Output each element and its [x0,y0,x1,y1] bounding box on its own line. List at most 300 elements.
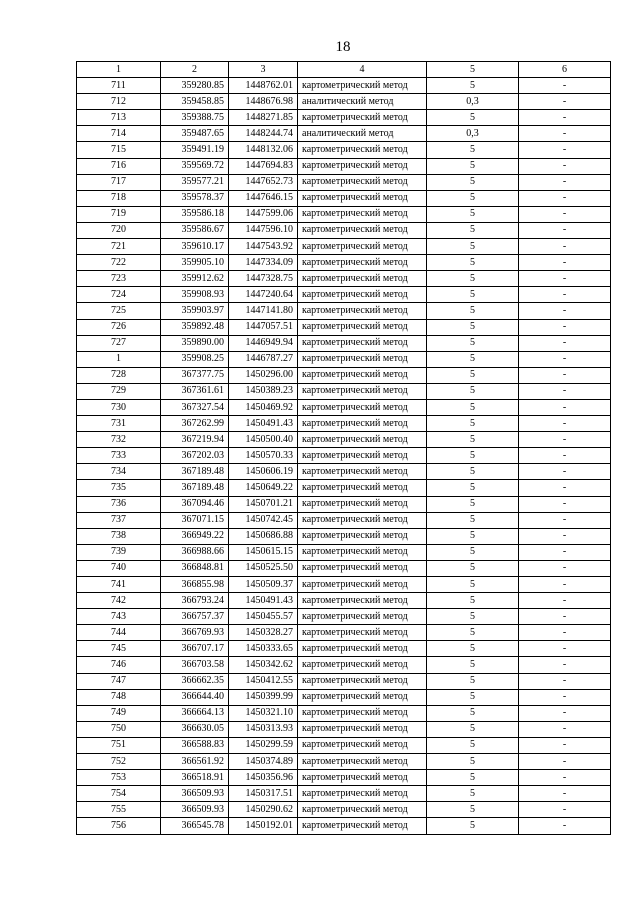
accuracy-cell: 5 [427,351,519,367]
point-number-cell: 753 [77,770,161,786]
note-cell: - [519,673,611,689]
accuracy-cell: 0,3 [427,126,519,142]
x-coordinate-cell: 366988.66 [161,544,229,560]
note-cell: - [519,367,611,383]
point-number-cell: 750 [77,721,161,737]
table-row [77,94,611,110]
method-cell: картометрический метод [298,303,427,319]
method-cell: картометрический метод [298,367,427,383]
x-coordinate-cell: 359890.00 [161,335,229,351]
table-row [77,802,611,818]
y-coordinate-cell: 1450313.93 [229,721,298,737]
accuracy-cell: 5 [427,705,519,721]
note-cell: - [519,818,611,834]
table-row [77,560,611,576]
point-number-cell: 746 [77,657,161,673]
x-coordinate-cell: 367189.48 [161,464,229,480]
point-number-cell: 719 [77,206,161,222]
header-cell: 5 [427,62,519,78]
accuracy-cell: 5 [427,544,519,560]
note-cell: - [519,577,611,593]
method-cell: картометрический метод [298,222,427,238]
note-cell: - [519,303,611,319]
y-coordinate-cell: 1447057.51 [229,319,298,335]
note-cell: - [519,657,611,673]
x-coordinate-cell: 359610.17 [161,239,229,255]
note-cell: - [519,174,611,190]
method-cell: картометрический метод [298,78,427,94]
method-cell: картометрический метод [298,802,427,818]
point-number-cell: 715 [77,142,161,158]
point-number-cell: 718 [77,190,161,206]
table-row [77,319,611,335]
note-cell: - [519,239,611,255]
accuracy-cell: 5 [427,577,519,593]
x-coordinate-cell: 359586.67 [161,222,229,238]
y-coordinate-cell: 1448244.74 [229,126,298,142]
point-number-cell: 747 [77,673,161,689]
accuracy-cell: 5 [427,560,519,576]
y-coordinate-cell: 1450192.01 [229,818,298,834]
y-coordinate-cell: 1450342.62 [229,657,298,673]
table-row [77,190,611,206]
y-coordinate-cell: 1450500.40 [229,432,298,448]
note-cell: - [519,222,611,238]
y-coordinate-cell: 1450491.43 [229,593,298,609]
y-coordinate-cell: 1446949.94 [229,335,298,351]
method-cell: картометрический метод [298,206,427,222]
point-number-cell: 756 [77,818,161,834]
header-cell: 1 [77,62,161,78]
table-row [77,271,611,287]
note-cell: - [519,786,611,802]
x-coordinate-cell: 359578.37 [161,190,229,206]
table-row [77,335,611,351]
point-number-cell: 730 [77,399,161,415]
y-coordinate-cell: 1450469.92 [229,399,298,415]
y-coordinate-cell: 1447652.73 [229,174,298,190]
method-cell: картометрический метод [298,721,427,737]
point-number-cell: 717 [77,174,161,190]
table-row [77,416,611,432]
table-row [77,528,611,544]
x-coordinate-cell: 366509.93 [161,802,229,818]
table-row [77,544,611,560]
method-cell: картометрический метод [298,480,427,496]
y-coordinate-cell: 1450615.15 [229,544,298,560]
y-coordinate-cell: 1450570.33 [229,448,298,464]
y-coordinate-cell: 1450296.00 [229,367,298,383]
note-cell: - [519,512,611,528]
table-row [77,512,611,528]
point-number-cell: 738 [77,528,161,544]
x-coordinate-cell: 359903.97 [161,303,229,319]
accuracy-cell: 5 [427,464,519,480]
x-coordinate-cell: 366757.37 [161,609,229,625]
table-row [77,480,611,496]
y-coordinate-cell: 1447328.75 [229,271,298,287]
point-number-cell: 751 [77,737,161,753]
accuracy-cell: 5 [427,641,519,657]
method-cell: картометрический метод [298,271,427,287]
table-row [77,609,611,625]
x-coordinate-cell: 359892.48 [161,319,229,335]
accuracy-cell: 5 [427,609,519,625]
method-cell: аналитический метод [298,126,427,142]
header-cell: 3 [229,62,298,78]
note-cell: - [519,689,611,705]
method-cell: картометрический метод [298,110,427,126]
coordinates-table [76,61,611,835]
table-row [77,737,611,753]
point-number-cell: 725 [77,303,161,319]
table-row [77,448,611,464]
point-number-cell: 714 [77,126,161,142]
table-row [77,110,611,126]
table-row [77,689,611,705]
x-coordinate-cell: 359569.72 [161,158,229,174]
note-cell: - [519,737,611,753]
point-number-cell: 734 [77,464,161,480]
table-row [77,158,611,174]
accuracy-cell: 5 [427,673,519,689]
point-number-cell: 729 [77,383,161,399]
method-cell: картометрический метод [298,142,427,158]
point-number-cell: 722 [77,255,161,271]
point-number-cell: 732 [77,432,161,448]
method-cell: картометрический метод [298,625,427,641]
note-cell: - [519,754,611,770]
note-cell: - [519,383,611,399]
accuracy-cell: 5 [427,78,519,94]
note-cell: - [519,625,611,641]
accuracy-cell: 5 [427,110,519,126]
table-row [77,174,611,190]
method-cell: картометрический метод [298,255,427,271]
x-coordinate-cell: 367094.46 [161,496,229,512]
note-cell: - [519,287,611,303]
y-coordinate-cell: 1450412.55 [229,673,298,689]
point-number-cell: 723 [77,271,161,287]
method-cell: картометрический метод [298,383,427,399]
y-coordinate-cell: 1447596.10 [229,222,298,238]
note-cell: - [519,448,611,464]
accuracy-cell: 5 [427,593,519,609]
note-cell: - [519,480,611,496]
point-number-cell: 716 [77,158,161,174]
point-number-cell: 726 [77,319,161,335]
x-coordinate-cell: 367361.61 [161,383,229,399]
accuracy-cell: 5 [427,174,519,190]
x-coordinate-cell: 367189.48 [161,480,229,496]
y-coordinate-cell: 1448132.06 [229,142,298,158]
method-cell: картометрический метод [298,287,427,303]
accuracy-cell: 5 [427,222,519,238]
y-coordinate-cell: 1450686.88 [229,528,298,544]
x-coordinate-cell: 367202.03 [161,448,229,464]
table-row [77,577,611,593]
x-coordinate-cell: 359458.85 [161,94,229,110]
table-row [77,303,611,319]
x-coordinate-cell: 359912.62 [161,271,229,287]
accuracy-cell: 5 [427,802,519,818]
table-row [77,432,611,448]
method-cell: картометрический метод [298,818,427,834]
accuracy-cell: 0,3 [427,94,519,110]
accuracy-cell: 5 [427,287,519,303]
table-row [77,367,611,383]
method-cell: картометрический метод [298,319,427,335]
y-coordinate-cell: 1447694.83 [229,158,298,174]
table-row [77,657,611,673]
accuracy-cell: 5 [427,319,519,335]
note-cell: - [519,190,611,206]
method-cell: картометрический метод [298,432,427,448]
point-number-cell: 731 [77,416,161,432]
note-cell: - [519,271,611,287]
point-number-cell: 728 [77,367,161,383]
method-cell: картометрический метод [298,689,427,705]
y-coordinate-cell: 1450333.65 [229,641,298,657]
y-coordinate-cell: 1448271.85 [229,110,298,126]
method-cell: картометрический метод [298,560,427,576]
method-cell: картометрический метод [298,577,427,593]
y-coordinate-cell: 1447599.06 [229,206,298,222]
table-row [77,818,611,834]
note-cell: - [519,110,611,126]
accuracy-cell: 5 [427,657,519,673]
note-cell: - [519,641,611,657]
note-cell: - [519,432,611,448]
accuracy-cell: 5 [427,721,519,737]
table-row [77,496,611,512]
y-coordinate-cell: 1450399.99 [229,689,298,705]
table-row [77,222,611,238]
note-cell: - [519,335,611,351]
method-cell: картометрический метод [298,174,427,190]
accuracy-cell: 5 [427,367,519,383]
accuracy-cell: 5 [427,303,519,319]
x-coordinate-cell: 359908.93 [161,287,229,303]
method-cell: картометрический метод [298,673,427,689]
point-number-cell: 742 [77,593,161,609]
y-coordinate-cell: 1450509.37 [229,577,298,593]
method-cell: картометрический метод [298,496,427,512]
table-row [77,78,611,94]
y-coordinate-cell: 1450491.43 [229,416,298,432]
accuracy-cell: 5 [427,625,519,641]
y-coordinate-cell: 1446787.27 [229,351,298,367]
x-coordinate-cell: 366545.78 [161,818,229,834]
method-cell: картометрический метод [298,609,427,625]
note-cell: - [519,528,611,544]
table-body [77,78,611,834]
method-cell: картометрический метод [298,770,427,786]
y-coordinate-cell: 1450328.27 [229,625,298,641]
x-coordinate-cell: 366518.91 [161,770,229,786]
note-cell: - [519,721,611,737]
table-row [77,721,611,737]
x-coordinate-cell: 359491.19 [161,142,229,158]
table-row [77,673,611,689]
y-coordinate-cell: 1447646.15 [229,190,298,206]
x-coordinate-cell: 366662.35 [161,673,229,689]
point-number-cell: 721 [77,239,161,255]
y-coordinate-cell: 1450317.51 [229,786,298,802]
x-coordinate-cell: 366664.13 [161,705,229,721]
x-coordinate-cell: 367262.99 [161,416,229,432]
y-coordinate-cell: 1448676.98 [229,94,298,110]
y-coordinate-cell: 1450701.21 [229,496,298,512]
method-cell: картометрический метод [298,641,427,657]
accuracy-cell: 5 [427,432,519,448]
point-number-cell: 737 [77,512,161,528]
x-coordinate-cell: 366509.93 [161,786,229,802]
accuracy-cell: 5 [427,255,519,271]
method-cell: картометрический метод [298,448,427,464]
accuracy-cell: 5 [427,448,519,464]
x-coordinate-cell: 366855.98 [161,577,229,593]
x-coordinate-cell: 359905.10 [161,255,229,271]
table-row [77,239,611,255]
note-cell: - [519,705,611,721]
method-cell: картометрический метод [298,399,427,415]
accuracy-cell: 5 [427,512,519,528]
accuracy-cell: 5 [427,190,519,206]
table-row [77,464,611,480]
y-coordinate-cell: 1450742.45 [229,512,298,528]
method-cell: картометрический метод [298,351,427,367]
table-row [77,399,611,415]
x-coordinate-cell: 367071.15 [161,512,229,528]
method-cell: картометрический метод [298,416,427,432]
point-number-cell: 749 [77,705,161,721]
accuracy-cell: 5 [427,142,519,158]
note-cell: - [519,770,611,786]
x-coordinate-cell: 359586.18 [161,206,229,222]
accuracy-cell: 5 [427,528,519,544]
y-coordinate-cell: 1450374.89 [229,754,298,770]
method-cell: картометрический метод [298,705,427,721]
note-cell: - [519,609,611,625]
note-cell: - [519,560,611,576]
point-number-cell: 736 [77,496,161,512]
point-number-cell: 745 [77,641,161,657]
y-coordinate-cell: 1450455.57 [229,609,298,625]
accuracy-cell: 5 [427,399,519,415]
header-cell: 6 [519,62,611,78]
point-number-cell: 743 [77,609,161,625]
table-row [77,625,611,641]
accuracy-cell: 5 [427,754,519,770]
note-cell: - [519,255,611,271]
y-coordinate-cell: 1450290.62 [229,802,298,818]
table-row [77,142,611,158]
method-cell: картометрический метод [298,512,427,528]
x-coordinate-cell: 367219.94 [161,432,229,448]
note-cell: - [519,399,611,415]
method-cell: картометрический метод [298,593,427,609]
note-cell: - [519,94,611,110]
accuracy-cell: 5 [427,158,519,174]
x-coordinate-cell: 367327.54 [161,399,229,415]
point-number-cell: 755 [77,802,161,818]
accuracy-cell: 5 [427,786,519,802]
point-number-cell: 713 [77,110,161,126]
method-cell: картометрический метод [298,657,427,673]
method-cell: картометрический метод [298,239,427,255]
table-row [77,206,611,222]
method-cell: аналитический метод [298,94,427,110]
table-row [77,126,611,142]
note-cell: - [519,351,611,367]
x-coordinate-cell: 359908.25 [161,351,229,367]
accuracy-cell: 5 [427,818,519,834]
table-row [77,754,611,770]
method-cell: картометрический метод [298,464,427,480]
y-coordinate-cell: 1450606.19 [229,464,298,480]
table-row [77,255,611,271]
point-number-cell: 727 [77,335,161,351]
x-coordinate-cell: 366561.92 [161,754,229,770]
note-cell: - [519,593,611,609]
x-coordinate-cell: 366769.93 [161,625,229,641]
point-number-cell: 740 [77,560,161,576]
point-number-cell: 754 [77,786,161,802]
note-cell: - [519,496,611,512]
accuracy-cell: 5 [427,496,519,512]
table-row [77,786,611,802]
x-coordinate-cell: 366644.40 [161,689,229,705]
accuracy-cell: 5 [427,271,519,287]
point-number-cell: 752 [77,754,161,770]
y-coordinate-cell: 1447334.09 [229,255,298,271]
method-cell: картометрический метод [298,786,427,802]
note-cell: - [519,78,611,94]
note-cell: - [519,464,611,480]
point-number-cell: 711 [77,78,161,94]
x-coordinate-cell: 366707.17 [161,641,229,657]
note-cell: - [519,544,611,560]
y-coordinate-cell: 1447543.92 [229,239,298,255]
method-cell: картометрический метод [298,737,427,753]
accuracy-cell: 5 [427,383,519,399]
x-coordinate-cell: 359577.21 [161,174,229,190]
note-cell: - [519,319,611,335]
y-coordinate-cell: 1450356.96 [229,770,298,786]
page-number: 18 [335,39,351,55]
table-row [77,351,611,367]
point-number-cell: 744 [77,625,161,641]
point-number-cell: 748 [77,689,161,705]
point-number-cell: 733 [77,448,161,464]
table-row [77,383,611,399]
accuracy-cell: 5 [427,206,519,222]
accuracy-cell: 5 [427,335,519,351]
y-coordinate-cell: 1447141.80 [229,303,298,319]
point-number-cell: 1 [77,351,161,367]
accuracy-cell: 5 [427,480,519,496]
note-cell: - [519,802,611,818]
point-number-cell: 741 [77,577,161,593]
y-coordinate-cell: 1450299.59 [229,737,298,753]
point-number-cell: 724 [77,287,161,303]
y-coordinate-cell: 1450649.22 [229,480,298,496]
x-coordinate-cell: 366703.58 [161,657,229,673]
x-coordinate-cell: 366949.22 [161,528,229,544]
x-coordinate-cell: 359487.65 [161,126,229,142]
table-header [77,62,611,78]
